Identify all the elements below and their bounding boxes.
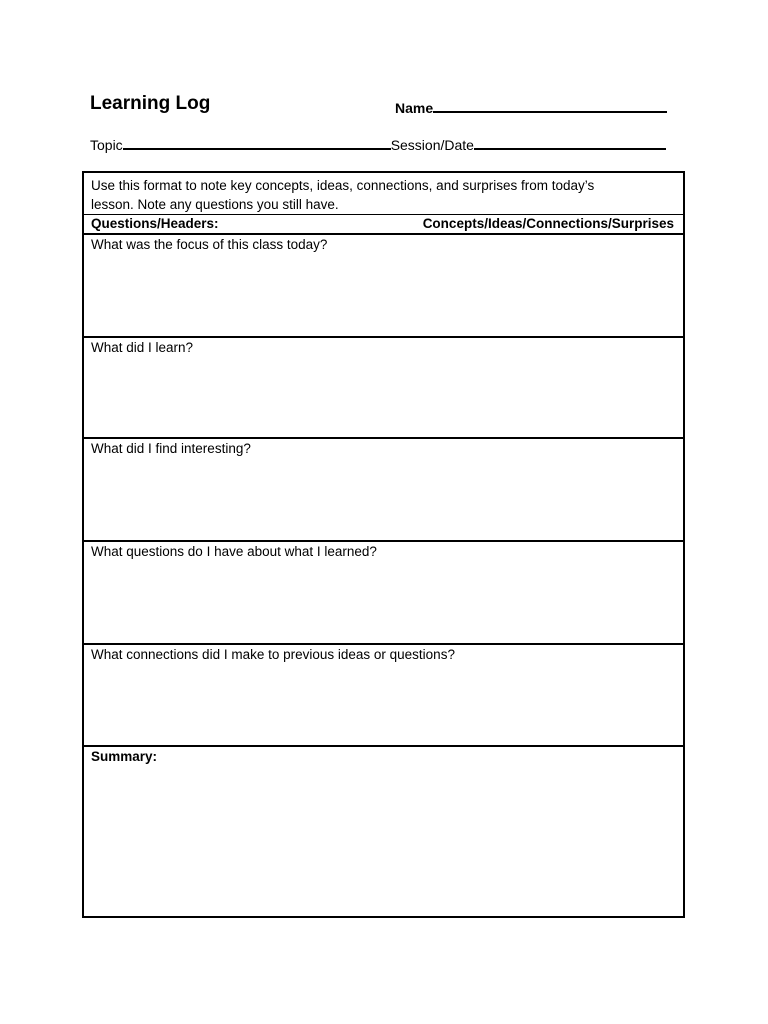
question-row-learn[interactable]	[84, 338, 683, 439]
question-label: What did I learn?	[91, 340, 194, 355]
name-blank-line[interactable]	[433, 98, 667, 113]
column-header-row	[84, 215, 683, 235]
topic-session-row	[90, 135, 666, 153]
question-label: What connections did I make to previous ideas or questions?	[91, 647, 455, 662]
question-row-interesting[interactable]	[84, 439, 683, 542]
name-field-row	[395, 98, 667, 116]
session-date-blank-line[interactable]	[474, 135, 666, 150]
session-date-label: Session/Date	[390, 137, 474, 153]
instructions-line-1: Use this format to note key concepts, ideas, connections, and surprises from today’s	[91, 178, 595, 193]
column-header-concepts: Concepts/Ideas/Connections/Surprises	[422, 216, 674, 231]
summary-label: Summary:	[91, 749, 158, 764]
topic-label: Topic	[90, 137, 123, 153]
instructions-line-2: lesson. Note any questions you still have.	[91, 197, 339, 212]
name-label: Name	[395, 100, 434, 116]
summary-row[interactable]	[84, 747, 683, 916]
instructions-cell	[84, 173, 683, 215]
question-label: What was the focus of this class today?	[91, 237, 328, 252]
learning-log-table	[82, 171, 685, 918]
question-label: What questions do I have about what I learned?	[91, 544, 377, 559]
column-header-questions: Questions/Headers:	[91, 216, 219, 231]
question-label: What did I find interesting?	[91, 441, 251, 456]
question-row-questions[interactable]	[84, 542, 683, 645]
page-title: Learning Log	[90, 93, 211, 114]
topic-blank-line[interactable]	[123, 135, 391, 150]
question-row-focus[interactable]	[84, 235, 683, 338]
question-row-connections[interactable]	[84, 645, 683, 747]
